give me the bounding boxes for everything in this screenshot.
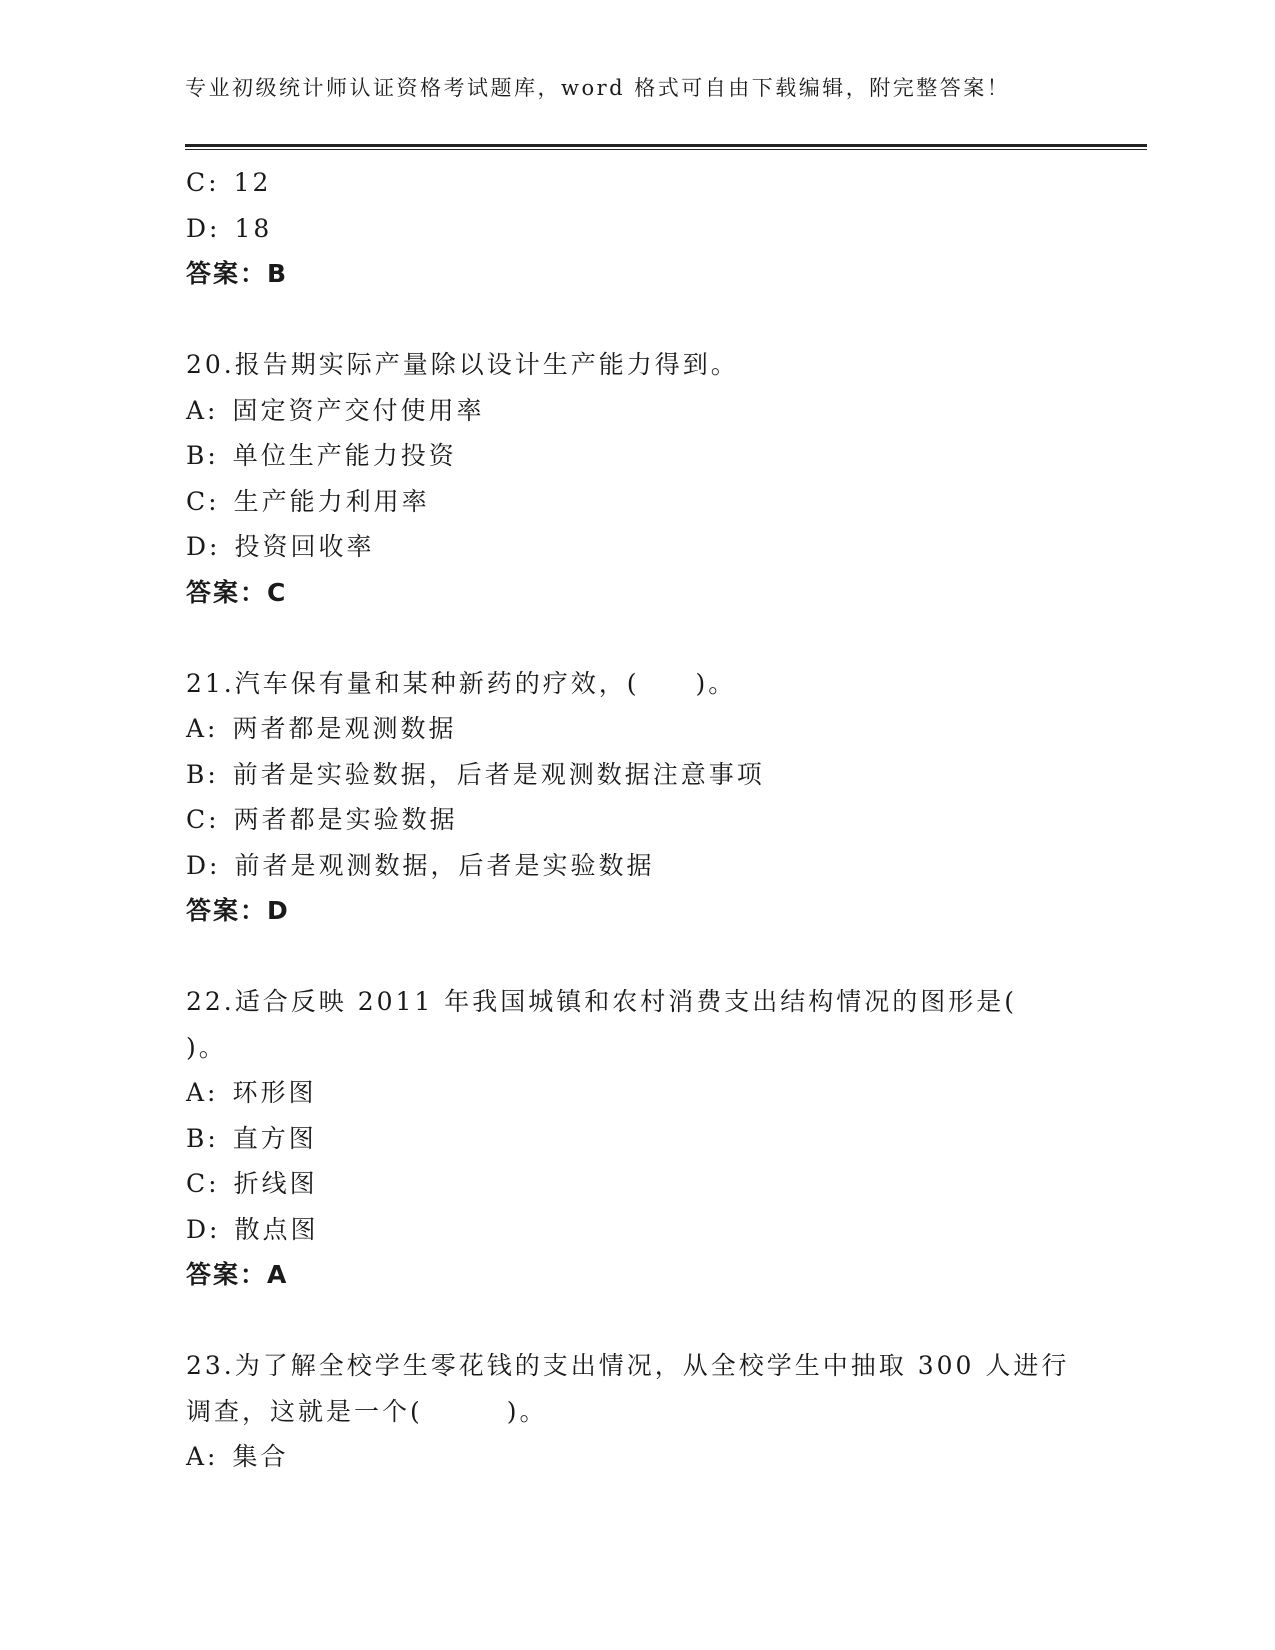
answer-line: 答案：C	[186, 577, 288, 607]
option-letter: B:	[186, 759, 219, 789]
option-text: 集合	[232, 1442, 289, 1471]
page-header: 专业初级统计师认证资格考试题库，word 格式可自由下载编辑，附完整答案！	[185, 76, 1011, 100]
option-d	[186, 843, 1106, 889]
option-c	[186, 1161, 1106, 1207]
option-text: 两者都是实验数据	[233, 805, 458, 834]
option-text: 两者都是观测数据	[232, 714, 457, 743]
option-letter: D:	[186, 1214, 221, 1244]
option-a	[186, 706, 1106, 752]
option-letter: D:	[186, 532, 221, 561]
answer-line: 答案：D	[186, 896, 290, 925]
question-stem: 21.汽车保有量和某种新药的疗效，( )。	[186, 668, 737, 698]
option-letter: C:	[186, 168, 220, 197]
spacer	[186, 615, 1106, 661]
header-rule-thick	[185, 144, 1147, 147]
option-c	[186, 160, 1106, 206]
option-text: 前者是实验数据，后者是观测数据注意事项	[232, 759, 765, 789]
option-text: 直方图	[232, 1123, 317, 1153]
option-letter: A:	[186, 395, 219, 425]
option-text: 前者是观测数据，后者是实验数据	[234, 850, 655, 880]
question-stem: 23.为了解全校学生零花钱的支出情况，从全校学生中抽取 300 人进行	[186, 1351, 1070, 1380]
option-text: 生产能力利用率	[233, 486, 430, 516]
option-a	[186, 1434, 1106, 1480]
spacer	[186, 297, 1106, 343]
question-stem-continued: 调查，这就是一个( )。	[186, 1396, 548, 1426]
option-letter: B:	[186, 441, 219, 470]
question-stem-continued: )。	[186, 1032, 227, 1062]
header-rule-thin	[185, 149, 1147, 150]
option-letter: A:	[186, 714, 219, 743]
option-text: 散点图	[234, 1214, 319, 1244]
option-letter: C:	[186, 805, 220, 834]
option-text: 12	[233, 168, 272, 197]
option-c	[186, 797, 1106, 843]
option-letter: B:	[186, 1123, 219, 1153]
option-letter: A:	[186, 1442, 219, 1471]
option-letter: D:	[186, 850, 221, 880]
question-stem: 20.报告期实际产量除以设计生产能力得到。	[186, 350, 739, 379]
option-text: 投资回收率	[234, 532, 375, 561]
document-body	[186, 160, 1106, 1480]
option-b	[186, 433, 1106, 479]
option-d	[186, 1207, 1106, 1253]
option-text: 固定资产交付使用率	[232, 395, 485, 425]
answer-line: 答案：B	[186, 259, 289, 288]
option-text: 折线图	[233, 1169, 318, 1198]
option-a	[186, 1070, 1106, 1116]
option-a	[186, 388, 1106, 434]
option-d	[186, 524, 1106, 570]
option-letter: C:	[186, 486, 220, 516]
option-letter: D:	[186, 213, 221, 243]
option-b	[186, 1116, 1106, 1162]
option-letter: C:	[186, 1169, 220, 1198]
option-letter: A:	[186, 1078, 219, 1107]
spacer	[186, 1298, 1106, 1344]
spacer	[186, 934, 1106, 980]
option-text: 18	[234, 213, 273, 243]
option-c	[186, 479, 1106, 525]
question-stem: 22.适合反映 2011 年我国城镇和农村消费支出结构情况的图形是(	[186, 987, 1018, 1016]
option-text: 单位生产能力投资	[232, 441, 457, 470]
answer-line: 答案：A	[186, 1260, 289, 1289]
option-b	[186, 752, 1106, 798]
option-d	[186, 206, 1106, 252]
option-text: 环形图	[232, 1078, 317, 1107]
